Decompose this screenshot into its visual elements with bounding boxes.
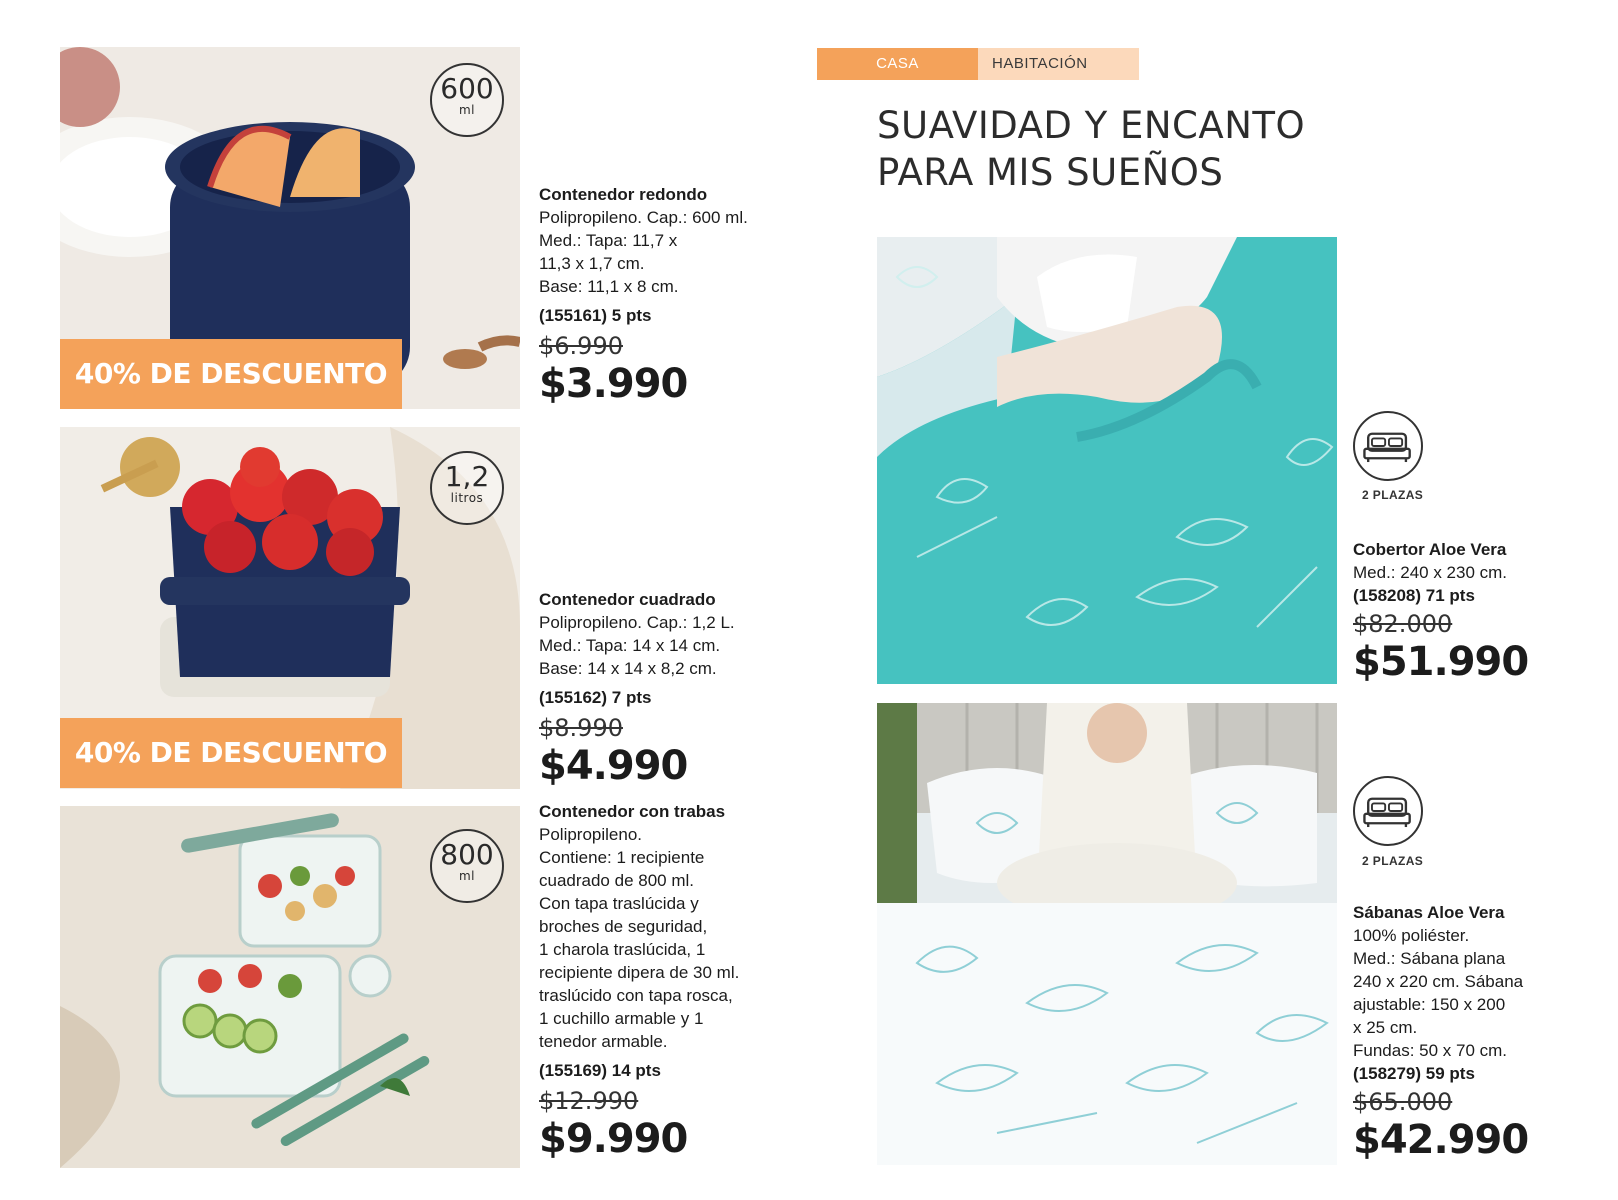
new-price: $4.990: [539, 743, 688, 789]
product-description: 100% poliéster. Med.: Sábana plana 240 x 220 cm. Sábana ajustable: 150 x 200 x 25 cm. Fundas: 50 x 70 cm.: [1353, 926, 1524, 1060]
product-description: Polipropileno. Contiene: 1 recipiente cuadrado de 800 ml. Con tapa traslúcida y broches de seguridad, 1 charola traslúcida, 1 recipiente dipera de 30 ml. traslúcido con tapa rosca, 1 cuchillo armable y 1 tenedor armable.: [539, 825, 740, 1051]
size-label: 2 PLAZAS: [1362, 854, 1424, 868]
product-code: (155161) 5 pts: [539, 306, 652, 325]
product-name: Contenedor con trabas: [539, 802, 726, 821]
tab-casa: CASA: [817, 48, 978, 80]
capacity-badge: [430, 63, 504, 137]
capacity-unit: ml: [458, 869, 476, 883]
product-info-square: [539, 588, 799, 789]
capacity-badge: [430, 451, 504, 525]
category-tabs: [817, 48, 1139, 80]
new-price: $42.990: [1353, 1117, 1529, 1163]
product-name: Contenedor redondo: [539, 185, 708, 204]
discount-banner: 40% DE DESCUENTO: [60, 339, 402, 409]
product-name: Contenedor cuadrado: [539, 590, 716, 609]
product-code: (155169) 14 pts: [539, 1061, 661, 1080]
capacity-unit: ml: [458, 103, 476, 117]
capacity-unit: litros: [450, 491, 484, 505]
capacity-value: 1,2: [444, 460, 490, 493]
product-info-cobertor: [1353, 538, 1613, 685]
product-code: (158279) 59 pts: [1353, 1064, 1475, 1083]
bed-icon: [1353, 776, 1423, 846]
discount-banner: 40% DE DESCUENTO: [60, 718, 402, 788]
capacity-value: 800: [440, 838, 494, 871]
product-photo-sabanas: [877, 703, 1337, 1165]
product-description: Med.: 240 x 230 cm.: [1353, 563, 1508, 582]
old-price: $65.000: [1353, 1088, 1453, 1116]
new-price: $9.990: [539, 1116, 688, 1162]
product-name: Sábanas Aloe Vera: [1353, 903, 1505, 922]
old-price: $6.990: [539, 332, 623, 360]
product-description: Polipropileno. Cap.: 1,2 L. Med.: Tapa: 14 x 14 cm. Base: 14 x 14 x 8,2 cm.: [539, 613, 735, 678]
product-info-sabanas: [1353, 901, 1613, 1163]
product-code: (158208) 71 pts: [1353, 586, 1475, 605]
old-price: $82.000: [1353, 610, 1453, 638]
product-name: Cobertor Aloe Vera: [1353, 540, 1507, 559]
old-price: $12.990: [539, 1087, 639, 1115]
section-title: [877, 102, 1397, 196]
bed-icon: [1353, 411, 1423, 481]
old-price: $8.990: [539, 714, 623, 742]
product-info-lunch: [539, 800, 799, 1162]
capacity-value: 600: [440, 72, 494, 105]
product-photo-cobertor: [877, 237, 1337, 684]
product-info-round: [539, 183, 799, 407]
section-title-line: SUAVIDAD Y ENCANTO: [877, 104, 1306, 147]
product-code: (155162) 7 pts: [539, 688, 652, 707]
capacity-badge: [430, 829, 504, 903]
product-description: Polipropileno. Cap.: 600 ml. Med.: Tapa: 11,7 x 11,3 x 1,7 cm. Base: 11,1 x 8 cm.: [539, 208, 748, 296]
section-title-line: PARA MIS SUEÑOS: [877, 151, 1224, 194]
tab-habitacion: HABITACIÓN: [978, 48, 1139, 80]
new-price: $3.990: [539, 361, 688, 407]
size-label: 2 PLAZAS: [1362, 488, 1424, 502]
new-price: $51.990: [1353, 639, 1529, 685]
